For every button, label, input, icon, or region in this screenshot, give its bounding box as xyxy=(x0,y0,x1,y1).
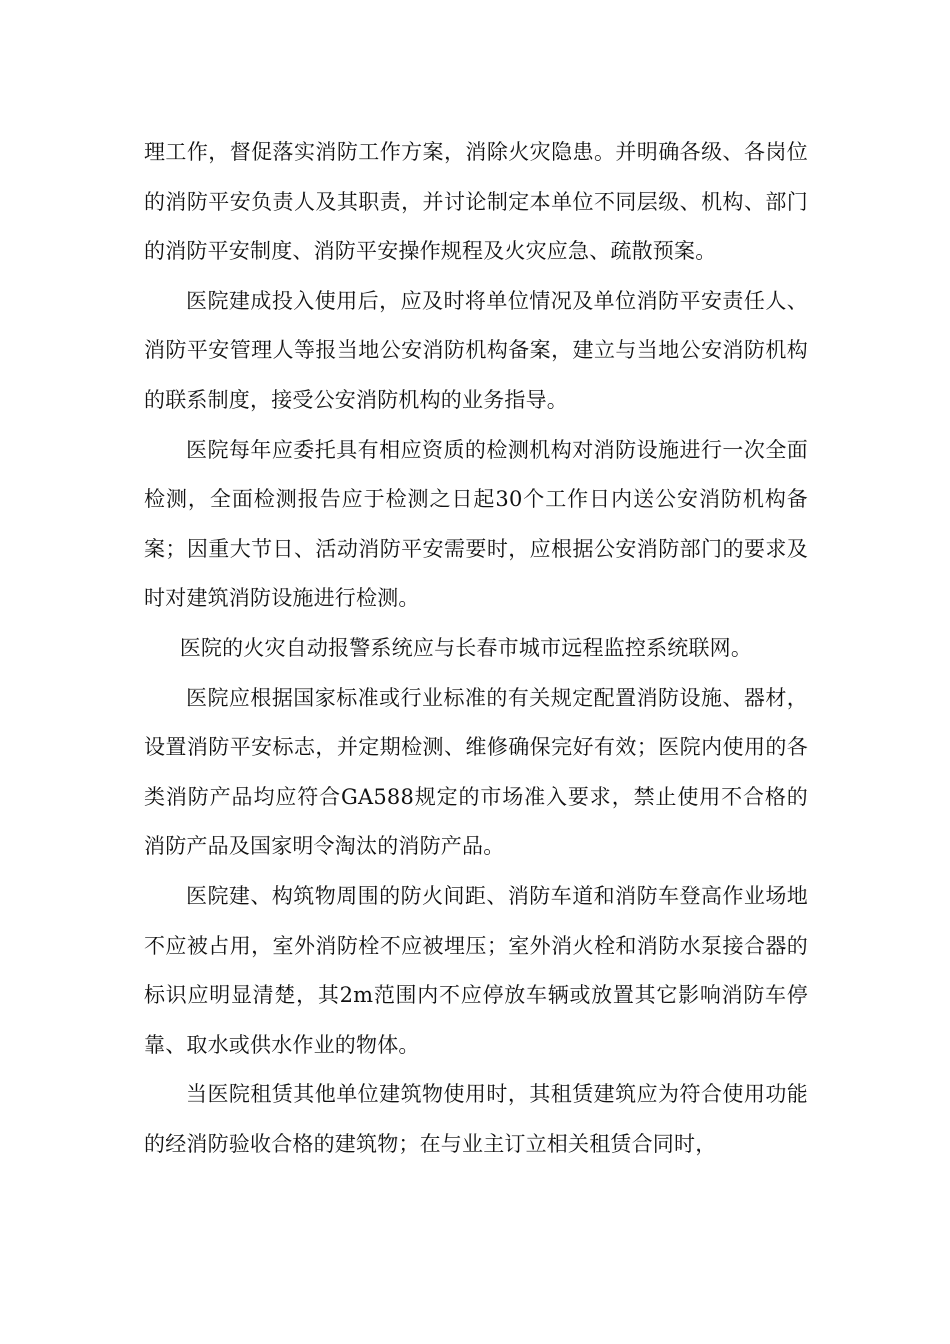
paragraph-continuation: 理工作，督促落实消防工作方案，消除火灾隐患。并明确各级、各岗位的消防平安负责人及其职责，并讨论制定本单位不同层级、机构、部门的消防平安制度、消防平安操作规程及火灾应急、疏散预案。 xyxy=(144,140,808,264)
body-text xyxy=(144,128,808,1169)
paragraph-annual-inspection: 医院每年应委托具有相应资质的检测机构对消防设施进行一次全面检测，全面检测报告应于检测之日起30个工作日内送公安消防机构备案；因重大节日、活动消防平安需要时，应根据公安消防部门的要求及时对建筑消防设施进行检测。 xyxy=(144,437,808,611)
paragraph-alarm-network: 医院的火灾自动报警系统应与长春市城市远程监控系统联网。 xyxy=(179,635,753,660)
paragraph-fire-lanes: 医院建、构筑物周围的防火间距、消防车道和消防车登高作业场地不应被占用，室外消防栓不应被埋压；室外消火栓和消防水泵接合器的标识应明显清楚，其2m范围内不应停放车辆或放置其它影响消防车停靠、取水或供水作业的物体。 xyxy=(144,883,808,1057)
paragraph-registration: 医院建成投入使用后，应及时将单位情况及单位消防平安责任人、消防平安管理人等报当地公安消防机构备案，建立与当地公安消防机构的联系制度，接受公安消防机构的业务指导。 xyxy=(144,288,808,412)
paragraph-equipment: 医院应根据国家标准或行业标准的有关规定配置消防设施、器材，设置消防平安标志，并定期检测、维修确保完好有效；医院内使用的各类消防产品均应符合GA588规定的市场准入要求，禁止使用不合格的消防产品及国家明令淘汰的消防产品。 xyxy=(144,685,808,859)
paragraph-leasing: 当医院租赁其他单位建筑物使用时，其租赁建筑应为符合使用功能的经消防验收合格的建筑物；在与业主订立相关租赁合同时， xyxy=(144,1082,808,1156)
